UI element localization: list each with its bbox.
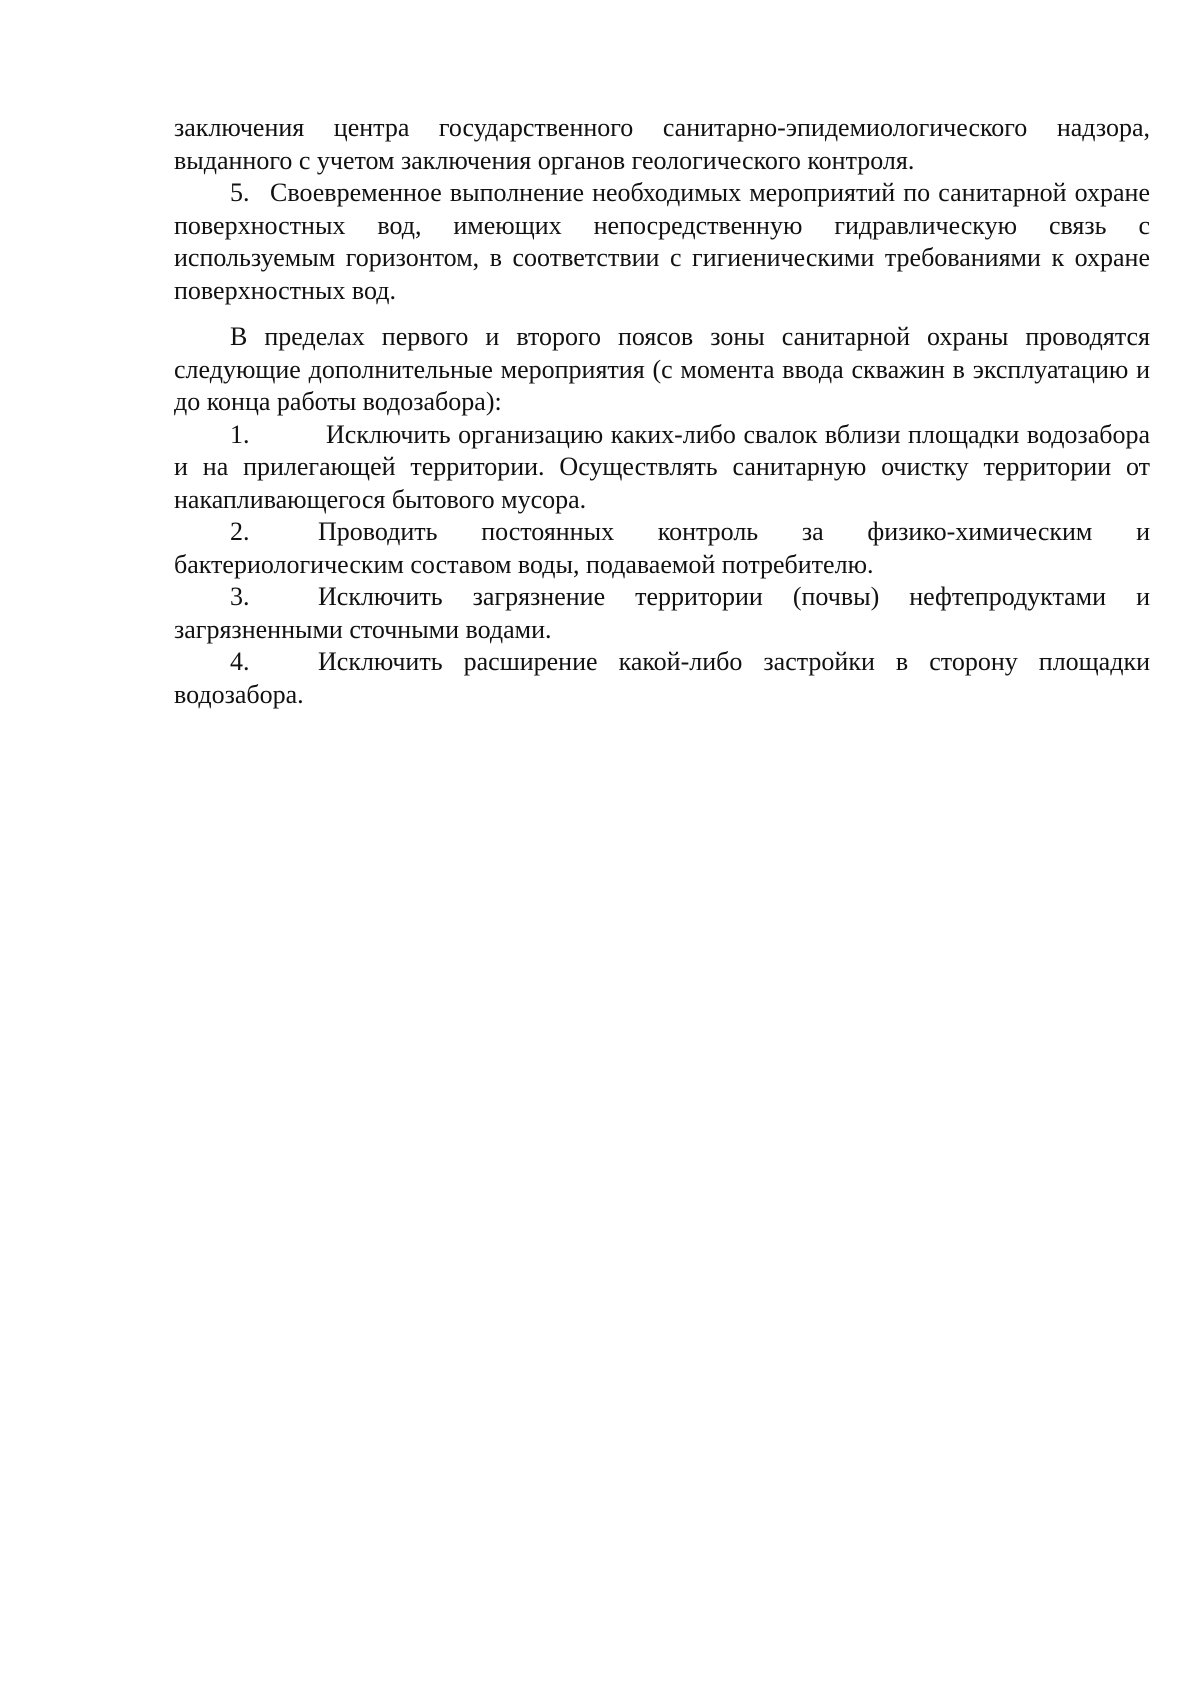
measure-item-2: [174, 516, 1150, 581]
list-item-text: Своевременное выполнение необходимых мероприятий по санитарной охране поверхностных вод, имеющих непосредственную гидравлическую связь с используемым горизонтом, в соответствии с гигиеническими требованиями к охране поверхностных вод.: [174, 178, 1150, 305]
intro-paragraph: В пределах первого и второго поясов зоны санитарной охраны проводятся следующие дополнительные мероприятия (с момента ввода скважин в эксплуатацию и до конца работы водозабора):: [174, 322, 1150, 416]
measure-number: 1.: [230, 419, 250, 449]
measure-item-4: [174, 646, 1150, 711]
measure-item-3: [174, 581, 1150, 646]
measure-item-1: [174, 419, 1150, 517]
measure-number: 2.: [230, 517, 250, 546]
list-item-5: [174, 177, 1150, 307]
measure-text: Исключить загрязнение территории (почвы) нефтепродуктами и загрязненными сточными водами.: [174, 582, 1150, 644]
measure-text: Исключить организацию каких-либо свалок вблизи площадки водозабора и на прилегающей территории. Осуществлять санитарную очистку территории от накапливающегося бытового мусора.: [174, 419, 1150, 514]
measure-number: 3.: [230, 582, 250, 611]
measure-text: Проводить постоянных контроль за физико-химическим и бактериологическим составом воды, подаваемой потребителю.: [174, 517, 1150, 579]
document-body: [174, 112, 1150, 711]
measure-text: Исключить расширение какой-либо застройки в сторону площадки водозабора.: [174, 647, 1150, 709]
measure-number: 4.: [230, 647, 250, 676]
paragraph-continuation: заключения центра государственного санитарно-эпидемиологического надзора, выданного с учетом заключения органов геологического контроля.: [174, 113, 1150, 175]
list-item-number: 5.: [230, 178, 250, 207]
